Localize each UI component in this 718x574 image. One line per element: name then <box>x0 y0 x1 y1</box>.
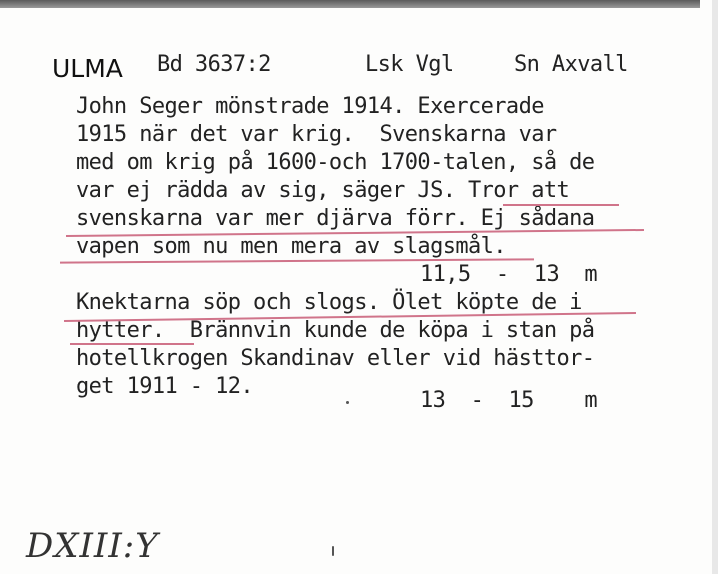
archive-name: ULMA <box>52 54 123 83</box>
text-line-8: hytter. Brännvin kunde de köpa i stan på <box>76 318 595 343</box>
card-region: Lsk Vgl <box>365 52 454 77</box>
text-line-9: hotellkrogen Skandinav eller vid hästtor- <box>76 346 595 371</box>
text-line-1: John Seger mönstrade 1914. Exercerade <box>76 94 544 119</box>
ink-dot <box>346 401 349 404</box>
text-line-7: Knektarna söp och slogs. Ölet köpte de i <box>76 290 582 315</box>
text-line-5: svenskarna var mer djärva förr. Ej sådana <box>76 206 595 231</box>
card-parish: Sn Axvall <box>514 52 628 77</box>
measure-line-2: 13 - 15 m <box>420 388 598 413</box>
handwritten-note: DXIII:Y <box>26 526 159 566</box>
text-line-3: med om krig på 1600-och 1700-talen, så de <box>76 150 595 175</box>
measure-line-1: 11,5 - 13 m <box>420 262 598 287</box>
text-line-4: var ej rädda av sig, säger JS. Tror att <box>76 178 570 203</box>
underline-tror-att <box>503 204 619 206</box>
card-right-edge <box>712 0 718 574</box>
text-line-2: 1915 när det var krig. Svenskarna var <box>76 122 557 147</box>
card-reference: Bd 3637:2 <box>157 52 271 77</box>
text-line-10: get 1911 - 12. <box>76 374 254 399</box>
card-top-edge <box>0 0 700 8</box>
text-line-6: vapen som nu men mera av slagsmål. <box>76 234 506 259</box>
underline-hytter <box>70 343 194 345</box>
ink-mark <box>332 546 334 556</box>
